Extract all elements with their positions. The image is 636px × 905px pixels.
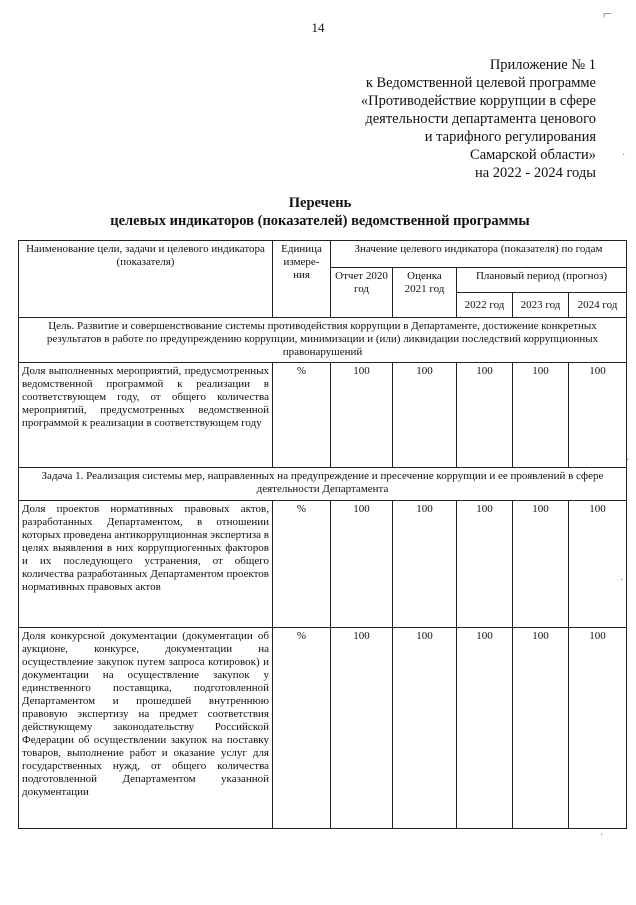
indicator-value: 100: [331, 628, 393, 829]
indicator-value: 100: [331, 363, 393, 468]
header-estimate: Оценка 2021 год: [393, 268, 457, 318]
indicator-unit: %: [273, 501, 331, 628]
header-year: 2024 год: [569, 293, 627, 318]
indicator-name: Доля проектов нормативных правовых актов, разработанных Департаментом, в отношении которых проведена антикоррупционная экспертиза в целях выявления в них коррупциогенных факторов и их последующего устранения, от общего количества разработанных Департаментом проектов нормативных правовых актов: [19, 501, 273, 628]
indicator-value: 100: [331, 501, 393, 628]
goal-row: Цель. Развитие и совершенствование системы противодействия коррупции в Департаменте, достижение конкретных результатов в работе по предупреждению коррупции, минимизации и (или) ликвидации последствий коррупционных правонарушений: [19, 318, 627, 363]
scan-artifact-icon: ⌐: [603, 6, 613, 23]
indicator-value: 100: [393, 628, 457, 829]
scan-artifact-icon: ·: [626, 455, 630, 466]
indicator-value: 100: [457, 628, 513, 829]
indicator-value: 100: [569, 628, 627, 829]
appendix-line: к Ведомственной целевой программе: [365, 75, 596, 91]
header-report: Отчет 2020 год: [331, 268, 393, 318]
indicator-name: Доля конкурсной документации (документации об аукционе, конкурсе, документации на осуществление закупок путем запроса котировок) и документации на осуществление закупок у единственного поставщика, подготовленной Департаментом и прошедшей внутреннюю правовую экспертизу на предмет соответствия действующему законодательству Российской Федерации об осуществлении закупок на поставку товаров, выполнение работ и оказание услуг для государственных нужд, от общего количества подготовленной Департаментом указанной документации: [19, 628, 273, 829]
header-year: 2023 год: [513, 293, 569, 318]
indicator-unit: %: [273, 628, 331, 829]
indicator-name: Доля выполненных мероприятий, предусмотренных ведомственной программой к реализации в соответствующем году, от общего количества мероприятий, предусмотренных ведомственной программой к реализации в соответствующем году: [19, 363, 273, 468]
header-year: 2022 год: [457, 293, 513, 318]
appendix-line: «Противодействие коррупции в сфере: [360, 93, 596, 109]
table-row: [19, 363, 627, 468]
indicator-value: 100: [393, 501, 457, 628]
title-line-1: Перечень: [288, 195, 352, 211]
scan-artifact-icon: ·: [622, 150, 626, 161]
indicator-value: 100: [513, 501, 569, 628]
header-unit: Единица измере-ния: [273, 241, 331, 318]
appendix-line: и тарифного регулирования: [424, 129, 596, 145]
indicator-value: 100: [393, 363, 457, 468]
appendix-block: [296, 56, 596, 182]
appendix-line: деятельности департамента ценового: [365, 111, 596, 127]
indicator-value: 100: [457, 501, 513, 628]
indicator-value: 100: [513, 363, 569, 468]
indicator-value: 100: [457, 363, 513, 468]
appendix-line: на 2022 - 2024 годы: [474, 165, 596, 181]
header-plan: Плановый период (прогноз): [457, 268, 627, 293]
document-title: [30, 194, 610, 230]
header-value-group: Значение целевого индикатора (показателя) по годам: [331, 241, 627, 268]
scan-artifact-icon: ·: [620, 575, 624, 586]
indicator-value: 100: [513, 628, 569, 829]
title-line-2: целевых индикаторов (показателей) ведомственной программы: [110, 213, 530, 229]
appendix-line: Самарской области»: [470, 147, 596, 163]
indicator-unit: %: [273, 363, 331, 468]
indicators-table: [18, 240, 630, 829]
page-number: 14: [311, 20, 325, 35]
indicator-value: 100: [569, 363, 627, 468]
table-row: [19, 628, 627, 829]
table-row: [19, 501, 627, 628]
scan-artifact-icon: ·: [600, 830, 604, 841]
task-row: Задача 1. Реализация системы мер, направленных на предупреждение и пресечение коррупции и ее проявлений в сфере деятельности Департамента: [19, 468, 627, 501]
appendix-line: Приложение № 1: [489, 57, 596, 73]
header-name: Наименование цели, задачи и целевого индикатора (показателя): [19, 241, 273, 318]
indicator-value: 100: [569, 501, 627, 628]
